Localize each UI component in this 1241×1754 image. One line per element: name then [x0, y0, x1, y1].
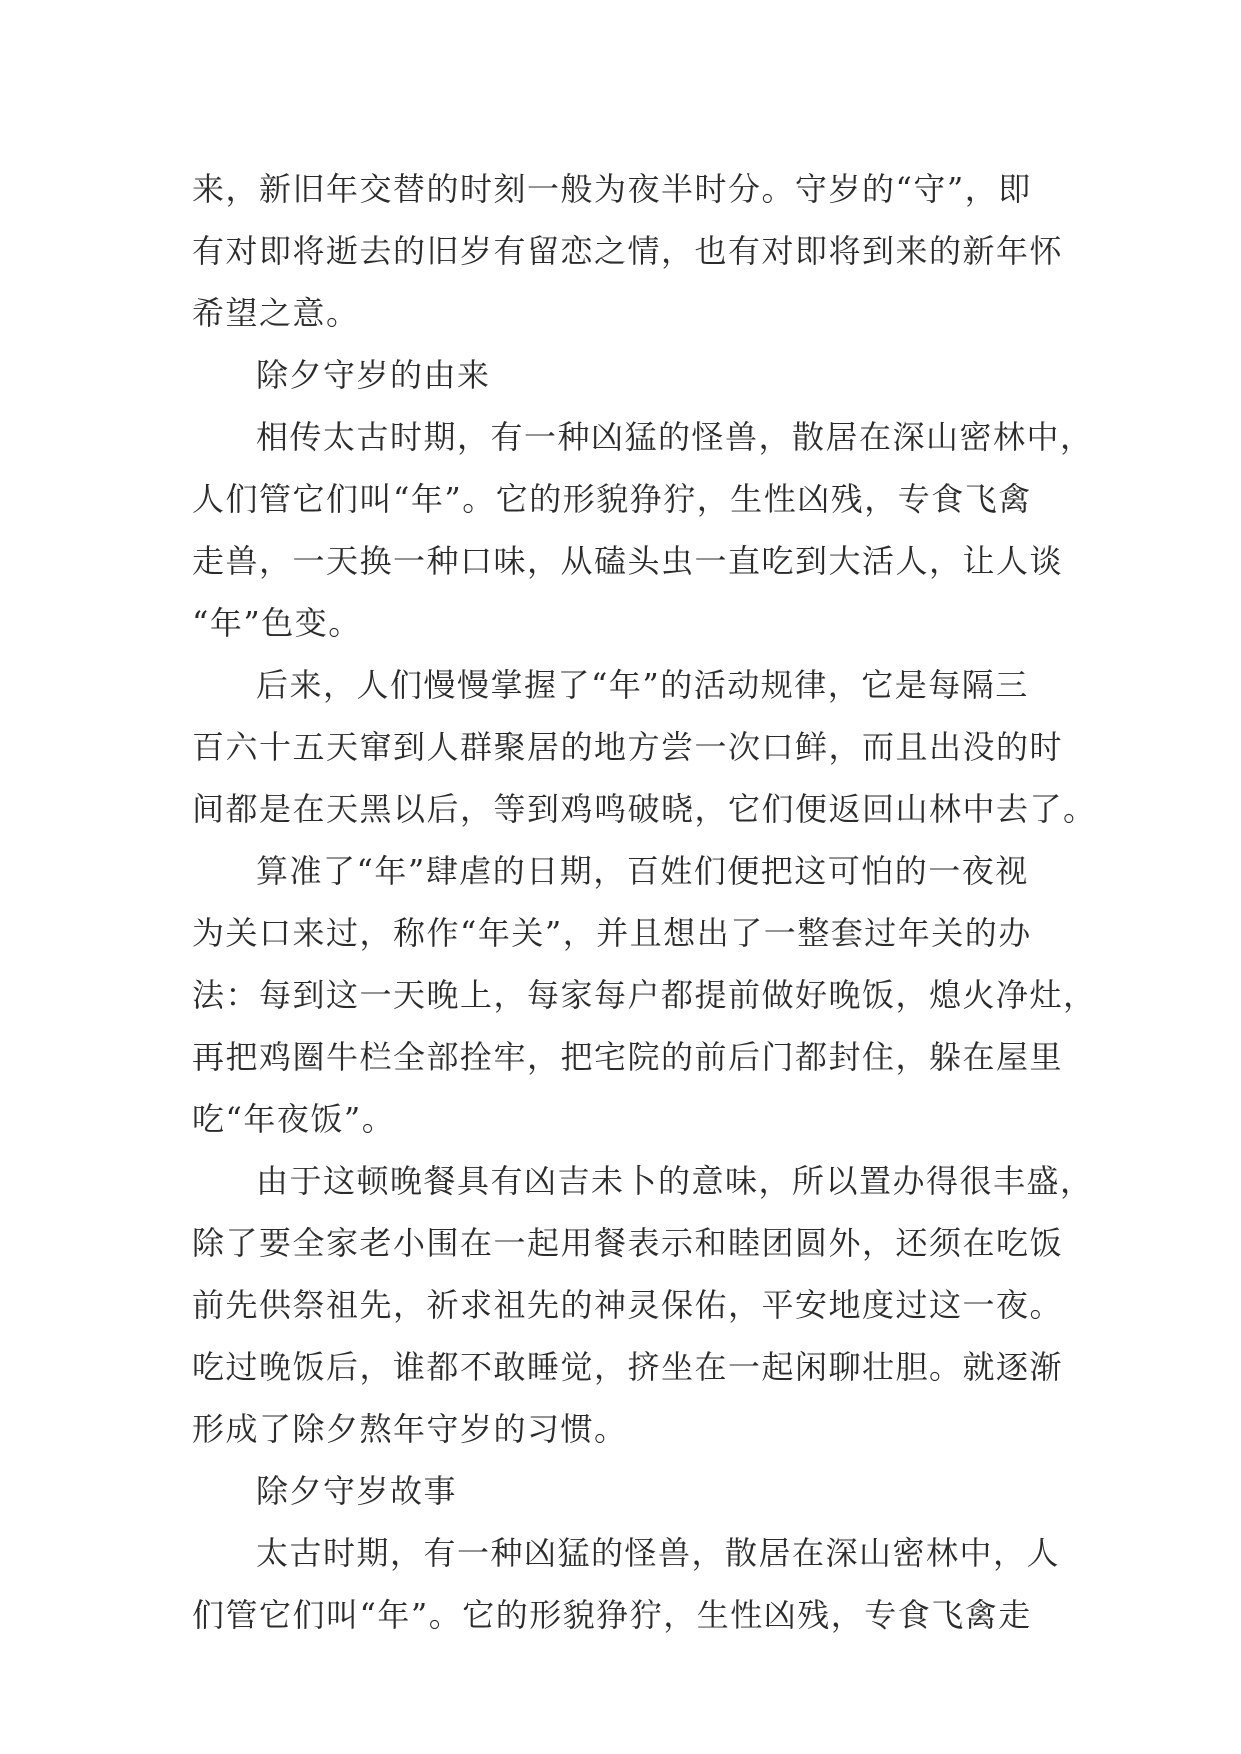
text-line: 后来，人们慢慢掌握了“年”的活动规律，它是每隔三 [256, 666, 1029, 704]
section-heading: 除夕守岁的由来 [256, 356, 491, 394]
text-line: 们管它们叫“年”。它的形貌狰狞，生性凶残，专食飞禽走 [192, 1596, 1032, 1634]
text-line: 由于这顿晚餐具有凶吉未卜的意味，所以置办得很丰盛， [256, 1162, 1094, 1200]
text-line: 有对即将逝去的旧岁有留恋之情，也有对即将到来的新年怀 [192, 232, 1064, 270]
text-line: 法：每到这一天晚上，每家每户都提前做好晚饭，熄火净灶， [192, 976, 1097, 1014]
section-heading: 除夕守岁故事 [256, 1472, 458, 1510]
text-line: 来，新旧年交替的时刻一般为夜半时分。守岁的“守”，即 [192, 170, 1032, 208]
text-line: 形成了除夕熬年守岁的习惯。 [192, 1410, 628, 1448]
text-line: 再把鸡圈牛栏全部拴牢，把宅院的前后门都封住，躲在屋里 [192, 1038, 1064, 1076]
text-line: 希望之意。 [192, 294, 360, 332]
document-body [192, 158, 1097, 1646]
text-line: 太古时期，有一种凶猛的怪兽，散居在深山密林中，人 [256, 1534, 1061, 1572]
text-line: 吃“年夜饭”。 [192, 1100, 396, 1138]
text-line: 相传太古时期，有一种凶猛的怪兽，散居在深山密林中， [256, 418, 1094, 456]
text-line: 走兽，一天换一种口味，从磕头虫一直吃到大活人，让人谈 [192, 542, 1064, 580]
text-line: 人们管它们叫“年”。它的形貌狰狞，生性凶残，专食飞禽 [192, 480, 1032, 518]
text-line: 吃过晚饭后，谁都不敢睡觉，挤坐在一起闲聊壮胆。就逐渐 [192, 1348, 1064, 1386]
text-line: 前先供祭祖先，祈求祖先的神灵保佑，平安地度过这一夜。 [192, 1286, 1064, 1324]
text-line: “年”色变。 [192, 604, 362, 642]
text-line: 百六十五天窜到人群聚居的地方尝一次口鲜，而且出没的时 [192, 728, 1064, 766]
text-line: 间都是在天黑以后，等到鸡鸣破晓，它们便返回山林中去了。 [192, 790, 1097, 828]
text-line: 算准了“年”肆虐的日期，百姓们便把这可怕的一夜视 [256, 852, 1029, 890]
text-line: 为关口来过，称作“年关”，并且想出了一整套过年关的办 [192, 914, 1032, 952]
text-line: 除了要全家老小围在一起用餐表示和睦团圆外，还须在吃饭 [192, 1224, 1064, 1262]
